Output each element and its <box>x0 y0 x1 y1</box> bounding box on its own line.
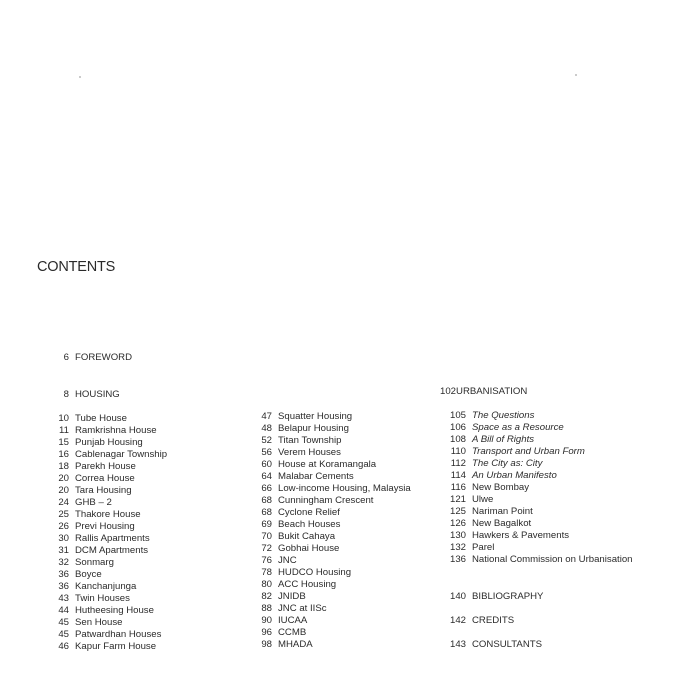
toc-entry <box>247 603 411 615</box>
entry-label: Nariman Point <box>472 506 533 517</box>
entry-label: JNIDB <box>278 591 306 602</box>
page-number: 44 <box>58 605 69 616</box>
page-number: 130 <box>449 530 466 541</box>
toc-entry <box>47 581 167 593</box>
toc-entry <box>247 543 411 555</box>
entry-label: Transport and Urban Form <box>472 446 585 457</box>
toc-entry <box>47 425 167 437</box>
entry-label: Correa House <box>75 473 135 484</box>
entry-label: GHB – 2 <box>75 497 112 508</box>
toc-entry <box>47 545 167 557</box>
entry-label: Malabar Cements <box>278 471 354 482</box>
toc-entry <box>247 435 411 447</box>
section-label: HOUSING <box>75 389 120 400</box>
page-number: 142 <box>449 615 466 626</box>
page-number: 48 <box>261 423 272 434</box>
page-number: 96 <box>261 627 272 638</box>
entry-label: Parel <box>472 542 495 553</box>
page-number: 36 <box>58 581 69 592</box>
page-number: 136 <box>449 554 466 565</box>
entry-label: Space as a Resource <box>472 422 564 433</box>
toc-entry <box>440 482 633 494</box>
entry-label: Belapur Housing <box>278 423 349 434</box>
page-number: 108 <box>449 434 466 445</box>
entry-label: Gobhai House <box>278 543 340 554</box>
entry-label: MHADA <box>278 639 313 650</box>
entry-label: JNC <box>278 555 297 566</box>
page-number: 64 <box>261 471 272 482</box>
housing-list-col1 <box>47 413 167 653</box>
toc-entry <box>440 410 633 422</box>
page-number: 36 <box>58 569 69 580</box>
toc-entry <box>440 446 633 458</box>
entry-label: Parekh House <box>75 461 136 472</box>
page-number: 69 <box>261 519 272 530</box>
toc-entry <box>47 413 167 425</box>
entry-label: Cunningham Crescent <box>278 495 374 506</box>
toc-entry <box>47 617 167 629</box>
toc-entry <box>440 530 633 542</box>
page-number: 25 <box>58 509 69 520</box>
toc-section-foreword <box>47 352 132 364</box>
toc-entry <box>47 521 167 533</box>
toc-entry <box>247 495 411 507</box>
section-label: URBANISATION <box>456 386 528 397</box>
page-number: 10 <box>58 413 69 424</box>
page-number: 68 <box>261 507 272 518</box>
toc-entry <box>440 542 633 554</box>
page-number: 126 <box>449 518 466 529</box>
entry-label: Titan Township <box>278 435 342 446</box>
toc-entry <box>247 591 411 603</box>
toc-entry <box>47 509 167 521</box>
toc-entry <box>47 461 167 473</box>
page-number: 98 <box>261 639 272 650</box>
page-number: 105 <box>449 410 466 421</box>
page-number: 43 <box>58 593 69 604</box>
page-number: 30 <box>58 533 69 544</box>
page-number: 143 <box>449 639 466 650</box>
entry-label: Ramkrishna House <box>75 425 157 436</box>
entry-label: Bukit Cahaya <box>278 531 336 542</box>
page-number: 121 <box>449 494 466 505</box>
page-number: 66 <box>261 483 272 494</box>
toc-entry <box>247 507 411 519</box>
page-number: 125 <box>449 506 466 517</box>
toc-entry <box>247 423 411 435</box>
page-number: 56 <box>261 447 272 458</box>
page-number: 78 <box>261 567 272 578</box>
entry-label: National Commission on Urbanisation <box>472 554 633 565</box>
entry-label: The Questions <box>472 410 535 421</box>
entry-label: IUCAA <box>278 615 308 626</box>
toc-entry <box>247 627 411 639</box>
toc-entry <box>47 437 167 449</box>
entry-label: A Bill of Rights <box>472 434 535 445</box>
toc-section-housing <box>47 389 120 401</box>
page-number: 47 <box>261 411 272 422</box>
toc-entry <box>440 434 633 446</box>
section-label: CREDITS <box>472 615 515 626</box>
entry-label: Beach Houses <box>278 519 341 530</box>
toc-entry <box>47 641 167 653</box>
entry-label: Cablenagar Township <box>75 449 168 460</box>
page-title: CONTENTS <box>37 259 116 275</box>
toc-entry <box>247 615 411 627</box>
toc-entry <box>247 567 411 579</box>
section-label: FOREWORD <box>75 352 133 363</box>
entry-label: HUDCO Housing <box>278 567 352 578</box>
entry-label: Kapur Farm House <box>75 641 157 652</box>
page-number: 76 <box>261 555 272 566</box>
toc-entry <box>47 593 167 605</box>
entry-label: New Bagalkot <box>472 518 532 529</box>
page-number: 16 <box>58 449 69 460</box>
page-number: 26 <box>58 521 69 532</box>
toc-entry <box>47 557 167 569</box>
toc-entry <box>247 471 411 483</box>
toc-entry <box>247 411 411 423</box>
page-number: 24 <box>58 497 69 508</box>
entry-label: Tara Housing <box>75 485 132 496</box>
page-number: 15 <box>58 437 69 448</box>
toc-section-bibliography <box>440 591 543 603</box>
toc-entry <box>440 422 633 434</box>
entry-label: Punjab Housing <box>75 437 143 448</box>
entry-label: Tube House <box>75 413 127 424</box>
page-number: 114 <box>450 470 466 481</box>
page-number: 46 <box>58 641 69 652</box>
toc-entry <box>247 555 411 567</box>
page-number: 70 <box>261 531 272 542</box>
entry-label: An Urban Manifesto <box>472 470 557 481</box>
toc-entry <box>47 629 167 641</box>
entry-label: ACC Housing <box>278 579 337 590</box>
page-number: 11 <box>59 425 69 436</box>
entry-label: New Bombay <box>472 482 530 493</box>
entry-label: Sen House <box>75 617 123 628</box>
page-number: 106 <box>449 422 466 433</box>
entry-label: Ulwe <box>472 494 494 505</box>
entry-label: Low-income Housing, Malaysia <box>278 483 411 494</box>
entry-label: Sonmarg <box>75 557 114 568</box>
entry-label: Squatter Housing <box>278 411 353 422</box>
page-number: 90 <box>261 615 272 626</box>
page-number: 132 <box>449 542 466 553</box>
toc-entry <box>440 554 633 566</box>
page-number: 6 <box>63 352 69 363</box>
toc-section-credits <box>440 615 514 627</box>
toc-section-urbanisation <box>440 386 527 398</box>
housing-list-col2 <box>247 411 411 651</box>
toc-entry <box>47 533 167 545</box>
entry-label: Kanchanjunga <box>75 581 137 592</box>
page-number: 102 <box>440 386 457 397</box>
toc-entry <box>440 518 633 530</box>
page-number: 45 <box>58 617 69 628</box>
toc-entry <box>440 506 633 518</box>
page-number: 20 <box>58 473 69 484</box>
toc-entry <box>440 470 633 482</box>
entry-label: CCMB <box>278 627 307 638</box>
entry-label: JNC at IISc <box>278 603 327 614</box>
entry-label: Hawkers & Pavements <box>472 530 570 541</box>
entry-label: Verem Houses <box>278 447 341 458</box>
page-number: 110 <box>450 446 466 457</box>
toc-entry <box>247 447 411 459</box>
page-number: 31 <box>58 545 69 556</box>
page-number: 88 <box>261 603 272 614</box>
entry-label: Previ Housing <box>75 521 135 532</box>
entry-label: House at Koramangala <box>278 459 377 470</box>
section-label: BIBLIOGRAPHY <box>472 591 544 602</box>
entry-label: Twin Houses <box>75 593 130 604</box>
page-number: 32 <box>58 557 69 568</box>
page-number: 52 <box>261 435 272 446</box>
page-number: 112 <box>450 458 466 469</box>
entry-label: Cyclone Relief <box>278 507 340 518</box>
section-label: CONSULTANTS <box>472 639 543 650</box>
entry-label: The City as: City <box>472 458 543 469</box>
toc-entry <box>247 519 411 531</box>
toc-entry <box>247 639 411 651</box>
page-number: 45 <box>58 629 69 640</box>
toc-entry <box>247 579 411 591</box>
toc-entry <box>47 605 167 617</box>
toc-entry <box>440 494 633 506</box>
toc-section-consultants <box>440 639 542 651</box>
toc-entry <box>440 458 633 470</box>
entry-label: Hutheesing House <box>75 605 154 616</box>
toc-entry <box>247 483 411 495</box>
entry-label: Rallis Apartments <box>75 533 150 544</box>
entry-label: Patwardhan Houses <box>75 629 162 640</box>
page-number: 8 <box>63 389 69 400</box>
toc-entry <box>47 473 167 485</box>
scan-speck <box>79 76 81 78</box>
toc-entry <box>47 569 167 581</box>
toc-entry <box>47 485 167 497</box>
page-number: 68 <box>261 495 272 506</box>
entry-label: Boyce <box>75 569 102 580</box>
toc-entry <box>47 497 167 509</box>
page-number: 116 <box>450 482 466 493</box>
scan-speck <box>575 74 577 76</box>
page-number: 72 <box>261 543 272 554</box>
page-number: 18 <box>58 461 69 472</box>
page-number: 80 <box>261 579 272 590</box>
entry-label: Thakore House <box>75 509 141 520</box>
urbanisation-list <box>440 410 633 566</box>
page-number: 20 <box>58 485 69 496</box>
page-number: 60 <box>261 459 272 470</box>
page-number: 82 <box>261 591 272 602</box>
toc-entry <box>47 449 167 461</box>
page-number: 140 <box>449 591 466 602</box>
entry-label: DCM Apartments <box>75 545 149 556</box>
toc-entry <box>247 531 411 543</box>
toc-entry <box>247 459 411 471</box>
